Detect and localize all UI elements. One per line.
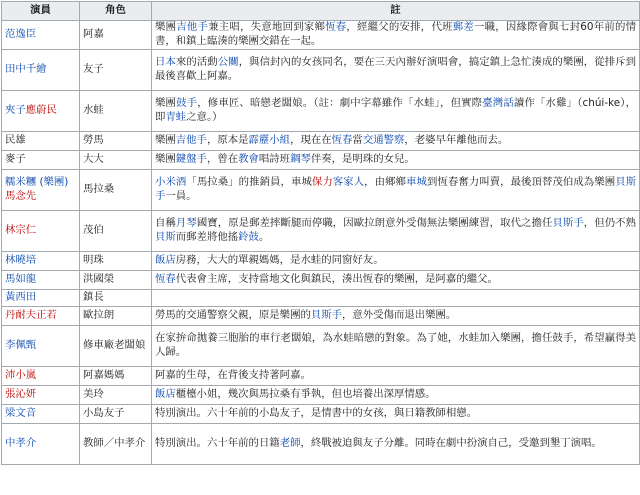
note-text: ，修車匠、暗戀老闆娘。（註：劇中字幕雖作「水蛙」，但實際	[197, 96, 483, 109]
note-link[interactable]: 貝斯手	[155, 175, 637, 202]
role-cell: 洪國榮	[80, 270, 152, 289]
note-text: ，但仍不熟	[583, 216, 637, 229]
table-row	[2, 404, 640, 423]
note-text: ，經繼父的安排，代班	[346, 21, 453, 33]
note-text: 樂團	[155, 96, 177, 109]
actor-cell	[2, 325, 80, 366]
note-text: 一職，因緣際會與七封60年前的情書，和鎮上臨湊的樂團交錯在一起。	[155, 21, 637, 47]
role-cell: 修車廠老闆娘	[80, 325, 152, 366]
note-link[interactable]: 鈴鼓	[238, 230, 259, 243]
note-text: 國寶，原是郵差摔斷腿而停職，因歐拉朗意外受傷無法樂團練習，取代之擔任	[196, 216, 553, 229]
table-row	[2, 131, 640, 150]
note-link[interactable]: 交通警察	[362, 133, 405, 146]
table-row	[2, 306, 640, 325]
note-text: 「馬拉桑」的推銷員，車城	[186, 175, 312, 188]
actor-link[interactable]: 應蔚民	[25, 103, 57, 116]
actor-link[interactable]: 林宗仁	[5, 223, 37, 236]
note-text: 阿嘉的生母，在背後支持著阿嘉。	[155, 368, 311, 381]
role-cell: 馬拉桑	[80, 169, 152, 210]
note-cell	[152, 289, 640, 306]
actor-cell	[2, 150, 80, 169]
note-text: ，終戰被迫與友子分離。同時在劇中扮演自己，受邀到墾丁演唱。	[300, 436, 602, 449]
actor-header[interactable]: 演員	[2, 2, 80, 21]
table-row	[2, 90, 640, 131]
note-text: 一員。	[165, 189, 197, 202]
note-link[interactable]: 飯店	[155, 253, 176, 266]
role-cell: 明珠	[80, 251, 152, 270]
note-text: 樂團	[155, 152, 176, 165]
role-cell: 教師／中孝介	[80, 423, 152, 464]
note-text: 當	[352, 133, 363, 146]
note-link[interactable]: 恆春	[325, 21, 347, 33]
actor-link[interactable]: 黃西田	[5, 290, 37, 303]
note-link[interactable]: 客家人	[332, 175, 365, 188]
role-cell: 美玲	[80, 385, 152, 404]
actor-link[interactable]: 沛小嵐	[5, 368, 37, 381]
note-text: 兼主唱，失意地回到家鄉	[208, 21, 326, 33]
actor-link[interactable]: 梁文音	[5, 406, 37, 419]
cast-body	[2, 21, 640, 465]
note-text: 。	[258, 230, 270, 243]
note-text: 房務，大大的單親媽媽，是水蛙的同窗好友。	[175, 253, 384, 266]
note-text: 在家拚命拋養三胞胎的車行老闆娘，為水蛙暗戀的對象。為了她，水蛙加入樂團，擔任鼓手，希望贏得美人歸。	[155, 331, 636, 358]
note-cell	[152, 49, 640, 90]
note-text: 樂團	[155, 133, 176, 146]
role-cell: 阿嘉媽媽	[80, 366, 152, 385]
note-cell	[152, 150, 640, 169]
role-cell: 大大	[80, 150, 152, 169]
note-link[interactable]: 貝斯	[155, 230, 176, 243]
note-text: ，現在在	[290, 133, 332, 146]
actor-link[interactable]: 夾子	[5, 103, 26, 116]
note-cell	[152, 306, 640, 325]
role-cell: 友子	[80, 49, 152, 90]
actor-cell	[2, 404, 80, 423]
actor-cell	[2, 21, 80, 50]
note-link[interactable]: 吉他手	[176, 21, 209, 33]
note-link[interactable]: 恆春	[331, 133, 353, 146]
note-text: ，與信封內的女孩同名，要在三天內辦好演唱會，搞定鎮上急忙湊成的樂團，從排斥到最後喜歡上阿嘉。	[155, 55, 637, 82]
note-text: ，意外受傷而退出樂團。	[342, 308, 457, 321]
note-text: ，原本是	[206, 133, 249, 146]
role-cell: 勞馬	[80, 131, 152, 150]
note-link[interactable]: 保力	[311, 175, 333, 188]
note-text: 特別演出。六十年前的小島友子，是情書中的女孩，與日籍教師相戀。	[155, 406, 478, 419]
actor-cell	[2, 251, 80, 270]
actor-cell	[2, 210, 80, 251]
actor-link[interactable]: 張沁妍	[5, 387, 37, 400]
note-text: 唱詩班	[258, 152, 291, 165]
table-row	[2, 289, 640, 306]
role-cell: 茂伯	[80, 210, 152, 251]
table-row	[2, 366, 640, 385]
actor-link[interactable]: 糯米糰 (樂團)	[5, 175, 69, 188]
table-row	[2, 325, 640, 366]
note-cell	[152, 385, 640, 404]
note-cell	[152, 131, 640, 150]
note-text: 讀作「水雞」（chúi-ke），即	[155, 96, 637, 123]
header-row	[2, 2, 640, 21]
note-cell	[152, 251, 640, 270]
note-link[interactable]: 青蛙	[165, 110, 187, 123]
note-text: 櫃檯小姐，幾次與馬拉桑有爭執，但也培養出深厚情感。	[175, 387, 436, 400]
table-row	[2, 251, 640, 270]
note-text: ，曾在	[206, 152, 239, 165]
cast-table	[1, 1, 640, 465]
role-header[interactable]: 角色	[80, 2, 152, 21]
actor-link[interactable]: 馬念先	[5, 189, 37, 202]
note-cell	[152, 325, 640, 366]
table-row	[2, 270, 640, 289]
role-cell: 阿嘉	[80, 21, 152, 50]
note-text: 代表會主席，支持當地文化與鎮民，湊出恆春的樂團，是阿嘉的繼父。	[175, 272, 498, 285]
note-link[interactable]: 老師	[279, 436, 301, 449]
note-cell	[152, 270, 640, 289]
note-link[interactable]: 吉他手	[175, 133, 207, 146]
note-link[interactable]: 公關	[217, 55, 239, 68]
actor-link[interactable]: 李佩甄	[5, 338, 37, 351]
note-link[interactable]: 教會	[238, 152, 259, 165]
actor-link[interactable]: 丹耐夫正若	[5, 308, 57, 321]
note-cell	[152, 169, 640, 210]
role-cell: 水蛙	[80, 90, 152, 131]
actor-link[interactable]: 馬如龍	[5, 272, 37, 285]
note-text: 樂團	[155, 21, 177, 33]
actor-cell	[2, 131, 80, 150]
note-cell	[152, 404, 640, 423]
table-row	[2, 169, 640, 210]
note-text: ，老婆早年離他而去。	[404, 133, 509, 146]
note-link[interactable]: 鍵盤手	[175, 152, 207, 165]
note-cell	[152, 90, 640, 131]
actor-cell	[2, 306, 80, 325]
note-link[interactable]: 恆春	[155, 272, 176, 285]
actor-cell	[2, 169, 80, 210]
actor-cell	[2, 289, 80, 306]
note-text: 來的活動	[175, 55, 218, 68]
table-row	[2, 210, 640, 251]
actor-cell	[2, 366, 80, 385]
note-link[interactable]: 日本	[155, 55, 176, 68]
note-cell	[152, 423, 640, 464]
note-link[interactable]: 月琴	[175, 216, 197, 229]
note-link[interactable]: 車城	[406, 175, 427, 188]
table-row	[2, 49, 640, 90]
note-link[interactable]: 臺灣話	[482, 96, 514, 109]
actor-name: 民雄	[5, 133, 26, 146]
note-link[interactable]: 飯店	[155, 387, 176, 400]
actor-cell	[2, 49, 80, 90]
note-text: 伴奏，是明珠的女兒。	[310, 152, 415, 165]
table-row	[2, 21, 640, 50]
actor-name: 麥子	[5, 152, 26, 165]
note-link[interactable]: 小米酒	[155, 175, 187, 188]
actor-cell	[2, 270, 80, 289]
note-link[interactable]: 貝斯手	[552, 216, 584, 229]
note-link[interactable]: 霹靂小組	[248, 133, 291, 146]
note-cell	[152, 366, 640, 385]
note-text: 自稱	[155, 216, 176, 229]
role-cell: 小島友子	[80, 404, 152, 423]
note-text: 而郵差將他搖	[175, 230, 239, 243]
note-header[interactable]: 註	[152, 2, 640, 21]
actor-cell	[2, 90, 80, 131]
note-link[interactable]: 郵差	[452, 21, 474, 33]
note-text: 到恆春奮力叫賣，最後頂替茂伯成為樂團	[426, 175, 616, 188]
note-link[interactable]: 貝斯手	[310, 308, 343, 321]
actor-link[interactable]: 林曉培	[5, 253, 37, 266]
note-cell	[152, 21, 640, 50]
table-row	[2, 150, 640, 169]
note-text: 勞馬的交通警察父親，原是樂團的	[155, 308, 311, 321]
note-text: 特別演出。六十年前的日籍	[155, 436, 280, 449]
note-link[interactable]: 鋼琴	[290, 152, 311, 165]
table-row	[2, 423, 640, 464]
note-link[interactable]: 鼓手	[176, 96, 198, 109]
role-cell: 歐拉朗	[80, 306, 152, 325]
actor-link[interactable]: 范逸臣	[5, 27, 37, 40]
actor-cell	[2, 385, 80, 404]
role-cell: 鎮長	[80, 289, 152, 306]
table-row	[2, 385, 640, 404]
note-text: 之意。）	[186, 110, 223, 123]
actor-link[interactable]: 田中千繪	[5, 62, 47, 75]
actor-cell	[2, 423, 80, 464]
note-text: ，由鄉鄉	[364, 175, 407, 188]
note-cell	[152, 210, 640, 251]
actor-link[interactable]: 中孝介	[5, 436, 37, 449]
